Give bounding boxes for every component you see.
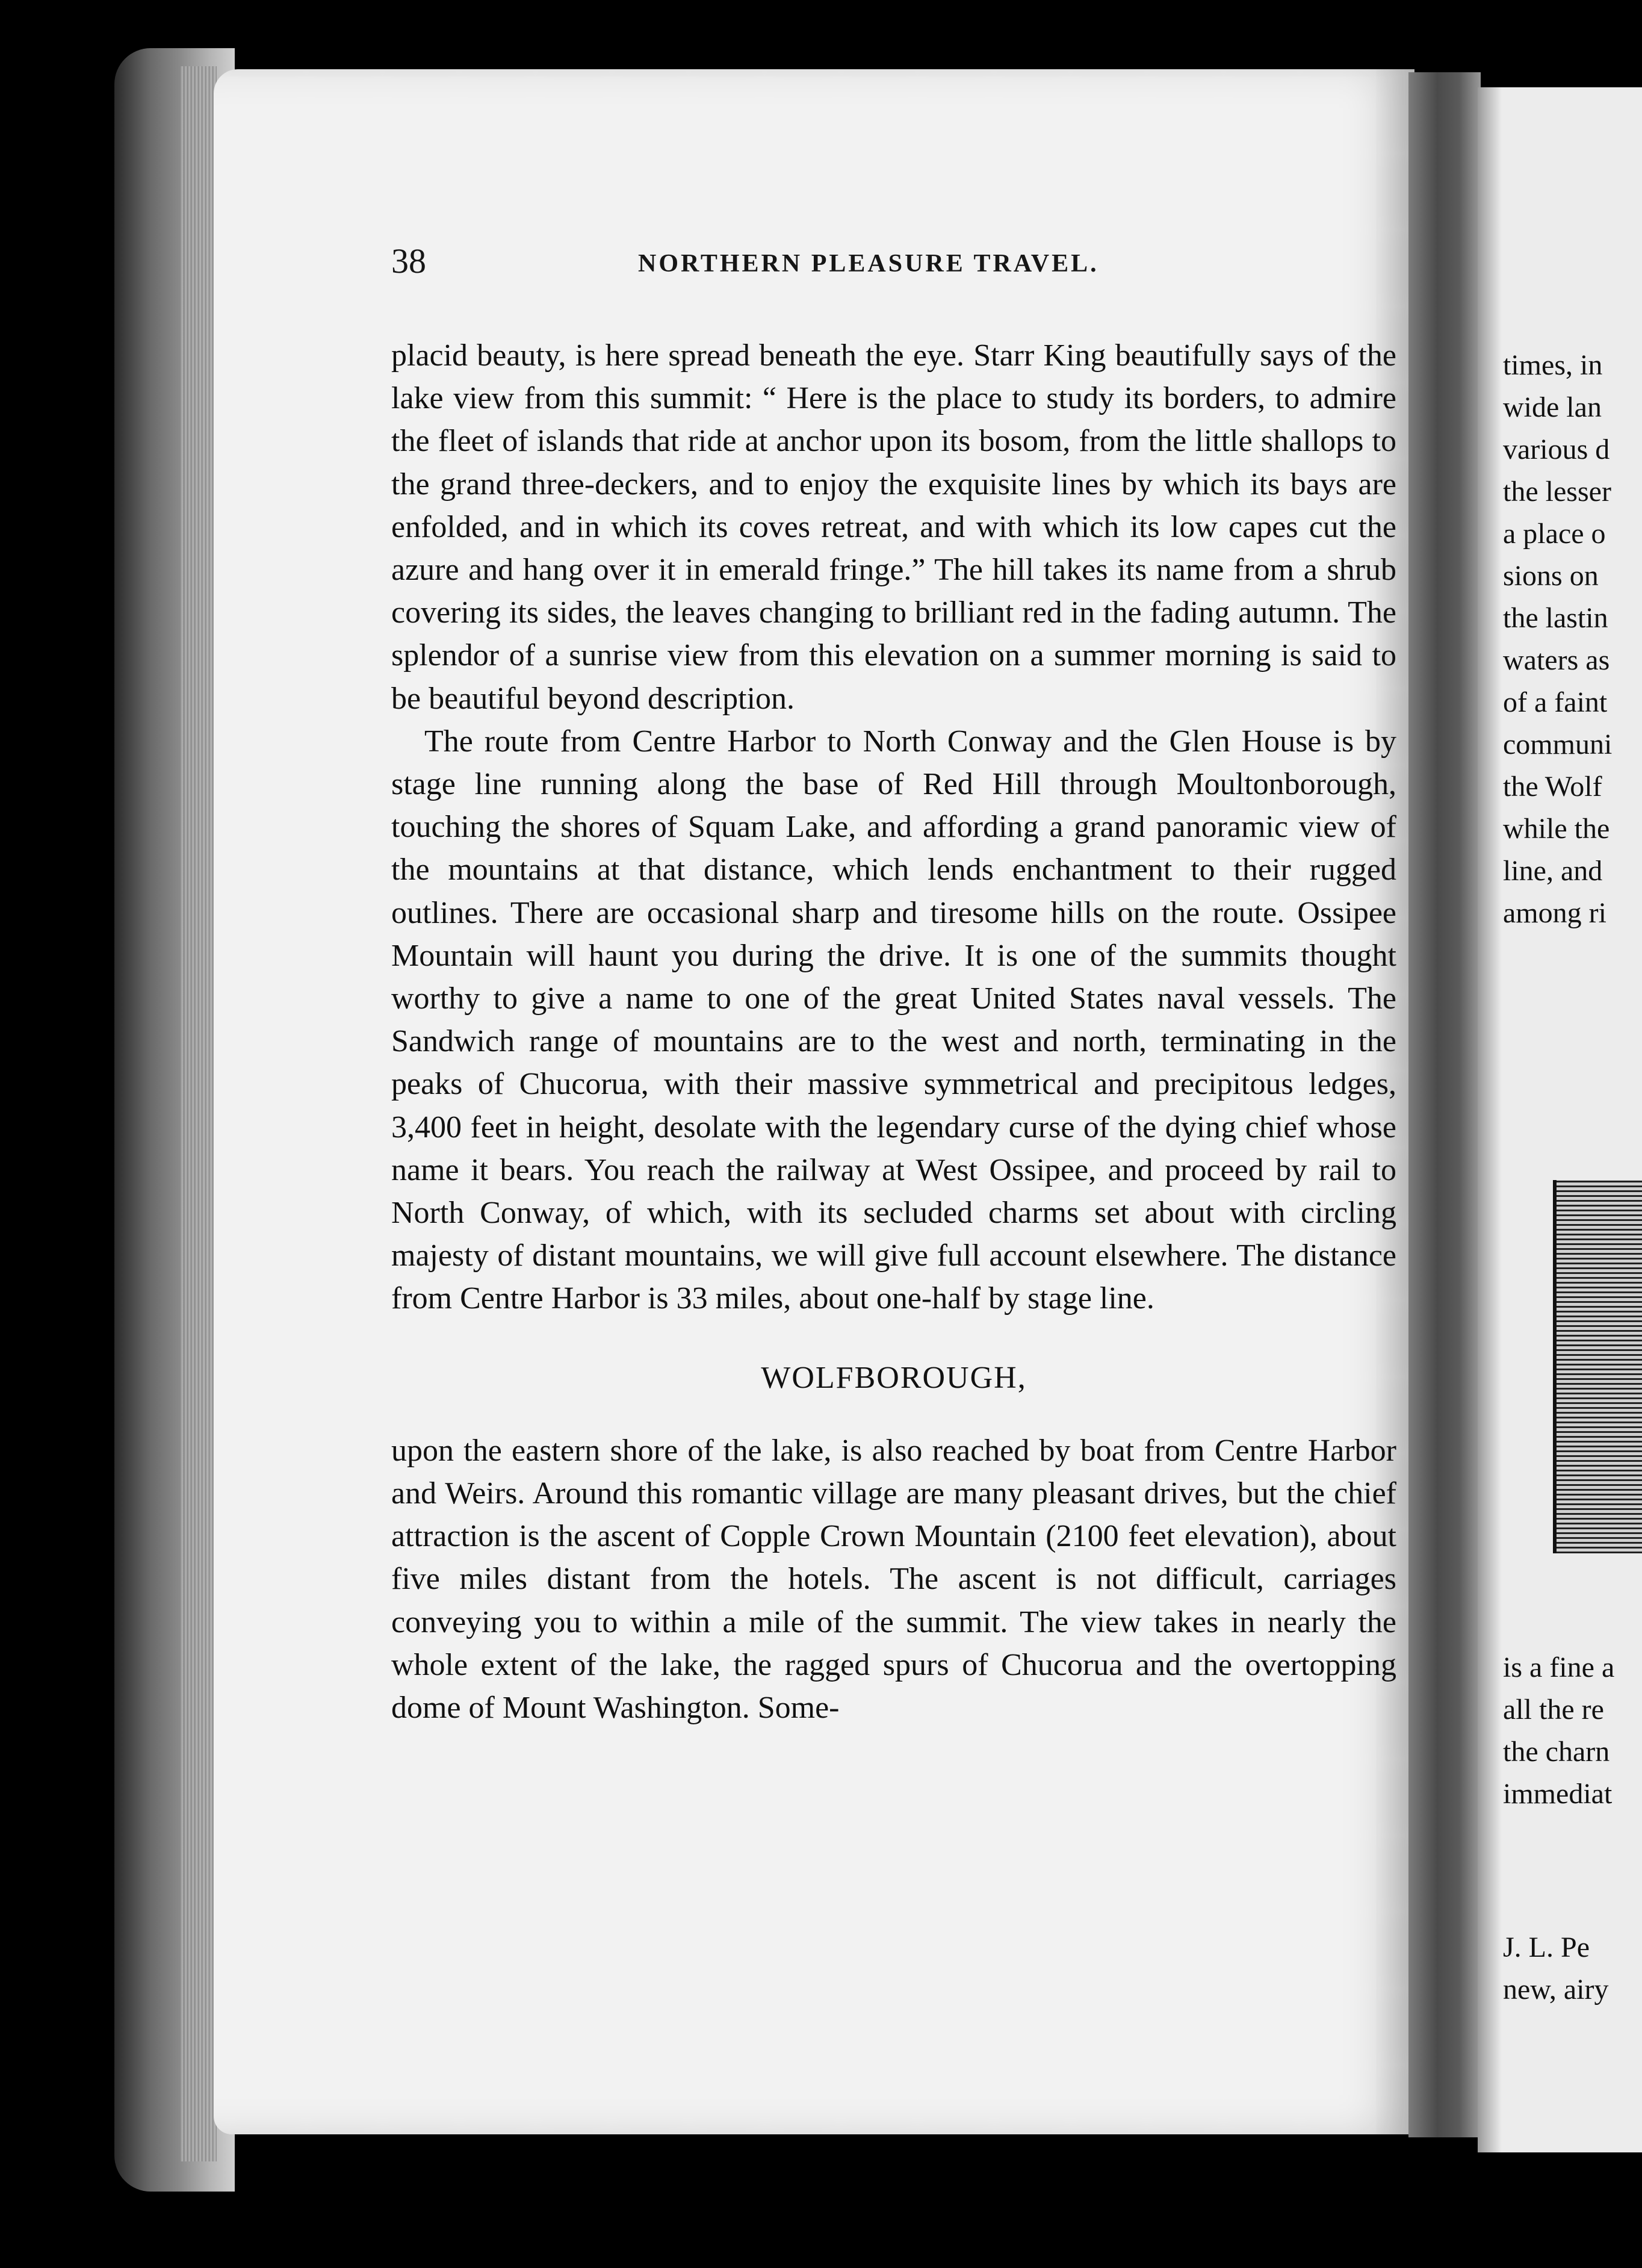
right-page-text-block-3 — [1503, 1927, 1608, 2011]
right-line: various d — [1503, 433, 1610, 465]
right-page-shadow — [1478, 87, 1502, 2152]
right-line: is a fine a — [1503, 1651, 1615, 1683]
right-line: new, airy — [1503, 1974, 1609, 2005]
right-line: line, and — [1503, 855, 1603, 887]
right-line: wide lan — [1503, 391, 1602, 423]
right-line: while the — [1503, 813, 1610, 845]
right-line: of a faint — [1503, 686, 1608, 718]
engraving-sky — [1553, 1084, 1642, 1180]
paragraph-3: upon the eastern shore of the lake, is also reached by boat from Centre Harbor and Weirs. Around this romantic village are many pleasant drives, but the chief attraction is the ascent of Copple Crown Mountain (2100 feet elevation), about five miles distant from the hotels. The ascent is not difficult, carriages conveying you to within a mile of the summit. The view takes in nearly the whole extent of the lake, the ragged spurs of Chucorua and the overtopping dome of Mount Washington. Some- — [391, 1433, 1396, 1726]
right-line: times, in — [1503, 349, 1603, 381]
book-gutter — [1408, 72, 1481, 2137]
section-heading: WOLFBOROUGH, — [761, 1360, 1027, 1395]
page-edge-lines — [181, 66, 217, 2161]
page-title: NORTHERN PLEASURE TRAVEL. — [638, 250, 1099, 278]
right-line: the lastin — [1503, 602, 1608, 634]
right-line: the charn — [1503, 1736, 1610, 1768]
right-line: all the re — [1503, 1694, 1604, 1726]
right-line: a place o — [1503, 518, 1606, 550]
page-number: 38 — [391, 241, 426, 281]
right-line: immediat — [1503, 1778, 1613, 1810]
right-line: sions on — [1503, 560, 1599, 592]
right-page-text-block-2 — [1503, 1647, 1614, 1815]
paragraph-1: placid beauty, is here spread beneath the eye. Starr King beautifully says of the lake view from this summit: “ Here is the place to study its borders, to admire the fleet of islands that ride at anchor upon its bosom, from the little shallops to the grand three-deckers, and to enjoy the exquisite lines by which its bays are enfolded, and in which its coves retreat, and with which its low capes cut the azure and hang over it in emerald fringe.” The hill takes its name from a shrub covering its sides, the leaves changing to brilliant red in the fading autumn. The splendor of a sunrise view from this elevation on a summer morning is said to be beautiful beyond description. — [391, 338, 1396, 716]
right-line: waters as — [1503, 644, 1610, 676]
right-line: J. L. Pe — [1503, 1931, 1590, 1963]
body-text — [391, 334, 1396, 1729]
right-line: the Wolf — [1503, 771, 1602, 803]
paragraph-2: The route from Centre Harbor to North Conway and the Glen House is by stage line running along the base of Red Hill through Moultonborough, touching the shores of Squam Lake, and affording a grand panoramic view of the mountains at that distance, which lends enchantment to their rugged outlines. There are occasional sharp and tiresome hills on the route. Ossipee Mountain will haunt you during the drive. It is one of the summits thought worthy to give a name to one of the great United States naval vessels. The Sandwich range of mountains are to the west and north, terminating in the peaks of Chucorua, with their massive symmetrical and precipitous ledges, 3,400 feet in height, desolate with the legendary curse of the dying chief whose name it bears. You reach the railway at West Ossipee, and proceed by rail to North Conway, of which, with its secluded charms set about with circling majesty of distant mountains, we will give full account elsewhere. The distance from Centre Harbor is 33 miles, about one-half by stage line. — [391, 724, 1396, 1316]
right-line: the lesser — [1503, 476, 1611, 508]
right-line: among ri — [1503, 897, 1606, 929]
right-line: communi — [1503, 729, 1613, 760]
right-page-text-block-1 — [1503, 344, 1612, 934]
